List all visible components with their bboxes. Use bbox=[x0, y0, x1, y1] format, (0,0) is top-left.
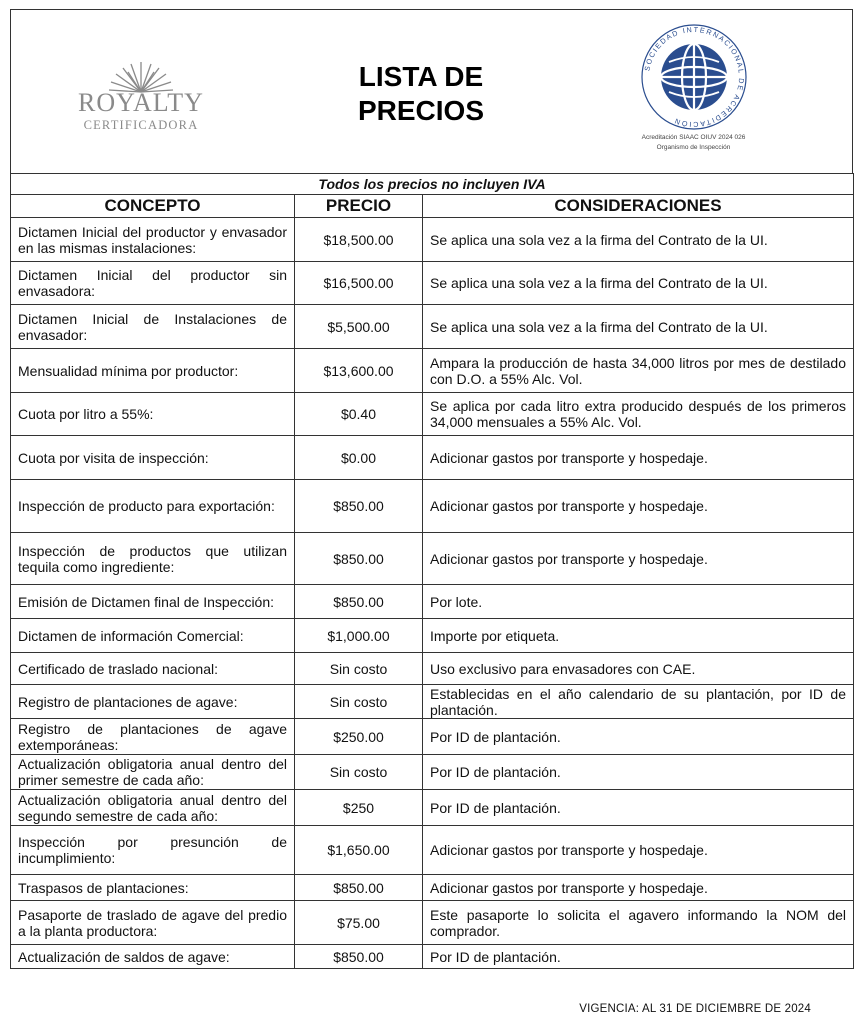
table-row bbox=[11, 436, 854, 480]
cell-concepto: Traspasos de plantaciones: bbox=[11, 875, 295, 901]
title-line-1: LISTA DE bbox=[358, 61, 484, 92]
cell-consideraciones: Ampara la producción de hasta 34,000 litros por mes de destilado con D.O. a 55% Alc. Vol. bbox=[423, 349, 854, 393]
table-row bbox=[11, 305, 854, 349]
cell-concepto: Registro de plantaciones de agave: bbox=[11, 685, 295, 719]
cell-concepto: Dictamen Inicial de Instalaciones de envasador: bbox=[11, 305, 295, 349]
table-row bbox=[11, 619, 854, 653]
cell-concepto: Registro de plantaciones de agave extemporáneas: bbox=[11, 719, 295, 755]
cell-concepto: Dictamen de información Comercial: bbox=[11, 619, 295, 653]
royalty-logo bbox=[71, 60, 211, 140]
cell-concepto: Dictamen Inicial del productor sin envasadora: bbox=[11, 262, 295, 305]
cell-precio: $0.00 bbox=[295, 436, 423, 480]
title-line-2: PRECIOS bbox=[357, 95, 485, 126]
page-title bbox=[311, 60, 531, 128]
cell-consideraciones: Se aplica una sola vez a la firma del Contrato de la UI. bbox=[423, 262, 854, 305]
table-row bbox=[11, 685, 854, 719]
cell-concepto: Mensualidad mínima por productor: bbox=[11, 349, 295, 393]
cell-consideraciones: Establecidas en el año calendario de su plantación, por ID de plantación. bbox=[423, 685, 854, 719]
cell-consideraciones: Por ID de plantación. bbox=[423, 719, 854, 755]
cell-concepto: Pasaporte de traslado de agave del predio a la planta productora: bbox=[11, 901, 295, 945]
iva-note-row bbox=[11, 174, 854, 195]
table-row bbox=[11, 653, 854, 685]
cell-consideraciones: Adicionar gastos por transporte y hospedaje. bbox=[423, 436, 854, 480]
table-row bbox=[11, 875, 854, 901]
cell-consideraciones: Por ID de plantación. bbox=[423, 755, 854, 790]
table-row bbox=[11, 262, 854, 305]
table-row bbox=[11, 585, 854, 619]
cell-consideraciones: Adicionar gastos por transporte y hospedaje. bbox=[423, 826, 854, 875]
cell-precio: $16,500.00 bbox=[295, 262, 423, 305]
table-row bbox=[11, 533, 854, 585]
table-row bbox=[11, 393, 854, 436]
table-row bbox=[11, 349, 854, 393]
header-consideraciones: CONSIDERACIONES bbox=[423, 195, 854, 218]
table-row bbox=[11, 945, 854, 969]
cell-concepto: Dictamen Inicial del productor y envasador en las mismas instalaciones: bbox=[11, 218, 295, 262]
table-row bbox=[11, 790, 854, 826]
cell-consideraciones: Por ID de plantación. bbox=[423, 790, 854, 826]
seal-caption bbox=[611, 133, 776, 153]
table-row bbox=[11, 901, 854, 945]
cell-precio: $1,650.00 bbox=[295, 826, 423, 875]
cell-consideraciones: Por lote. bbox=[423, 585, 854, 619]
table-row bbox=[11, 755, 854, 790]
table-row bbox=[11, 719, 854, 755]
cell-precio: $250 bbox=[295, 790, 423, 826]
cell-consideraciones: Se aplica por cada litro extra producido después de los primeros 34,000 mensuales a 55% Alc. Vol. bbox=[423, 393, 854, 436]
cell-consideraciones: Adicionar gastos por transporte y hospedaje. bbox=[423, 480, 854, 533]
cell-concepto: Cuota por visita de inspección: bbox=[11, 436, 295, 480]
table-header-row bbox=[11, 195, 854, 218]
cell-precio: Sin costo bbox=[295, 685, 423, 719]
cell-precio: $1,000.00 bbox=[295, 619, 423, 653]
cell-consideraciones: Se aplica una sola vez a la firma del Contrato de la UI. bbox=[423, 305, 854, 349]
validity-footer: VIGENCIA: AL 31 DE DICIEMBRE DE 2024 bbox=[579, 1003, 811, 1015]
cell-concepto: Actualización obligatoria anual dentro del segundo semestre de cada año: bbox=[11, 790, 295, 826]
cell-concepto: Inspección de productos que utilizan tequila como ingrediente: bbox=[11, 533, 295, 585]
logo-subtitle: CERTIFICADORA bbox=[83, 118, 199, 132]
cell-concepto: Actualización de saldos de agave: bbox=[11, 945, 295, 969]
seal-text: SOCIEDAD INTERNACIONAL DE ACREDITACIÓN bbox=[642, 24, 747, 130]
cell-precio: Sin costo bbox=[295, 755, 423, 790]
cell-precio: $250.00 bbox=[295, 719, 423, 755]
table-row bbox=[11, 218, 854, 262]
cell-consideraciones: Uso exclusivo para envasadores con CAE. bbox=[423, 653, 854, 685]
iva-note: Todos los precios no incluyen IVA bbox=[11, 174, 854, 195]
price-list-document bbox=[10, 9, 853, 969]
cell-concepto: Actualización obligatoria anual dentro del primer semestre de cada año: bbox=[11, 755, 295, 790]
cell-precio: $13,600.00 bbox=[295, 349, 423, 393]
cell-precio: $850.00 bbox=[295, 480, 423, 533]
seal-caption-line-2: Organismo de Inspección bbox=[656, 144, 731, 151]
cell-concepto: Inspección por presunción de incumplimiento: bbox=[11, 826, 295, 875]
seal-caption-line-1: Acreditación SIAAC OIUV 2024 026 bbox=[641, 134, 746, 141]
cell-precio: $75.00 bbox=[295, 901, 423, 945]
cell-concepto: Inspección de producto para exportación: bbox=[11, 480, 295, 533]
cell-concepto: Certificado de traslado nacional: bbox=[11, 653, 295, 685]
cell-precio: $5,500.00 bbox=[295, 305, 423, 349]
cell-consideraciones: Adicionar gastos por transporte y hospedaje. bbox=[423, 533, 854, 585]
cell-precio: $0.40 bbox=[295, 393, 423, 436]
cell-consideraciones: Este pasaporte lo solicita el agavero informando la NOM del comprador. bbox=[423, 901, 854, 945]
cell-precio: $850.00 bbox=[295, 875, 423, 901]
table-row bbox=[11, 826, 854, 875]
header-precio: PRECIO bbox=[295, 195, 423, 218]
cell-precio: Sin costo bbox=[295, 653, 423, 685]
price-table bbox=[10, 173, 854, 969]
cell-consideraciones: Se aplica una sola vez a la firma del Contrato de la UI. bbox=[423, 218, 854, 262]
cell-consideraciones: Adicionar gastos por transporte y hospedaje. bbox=[423, 875, 854, 901]
table-row bbox=[11, 480, 854, 533]
cell-consideraciones: Importe por etiqueta. bbox=[423, 619, 854, 653]
logo-name: ROYALTY bbox=[78, 88, 204, 117]
cell-precio: $850.00 bbox=[295, 945, 423, 969]
cell-consideraciones: Por ID de plantación. bbox=[423, 945, 854, 969]
accreditation-seal-icon bbox=[639, 22, 749, 132]
document-header bbox=[10, 9, 853, 173]
header-concepto: CONCEPTO bbox=[11, 195, 295, 218]
cell-precio: $18,500.00 bbox=[295, 218, 423, 262]
cell-precio: $850.00 bbox=[295, 533, 423, 585]
cell-precio: $850.00 bbox=[295, 585, 423, 619]
cell-concepto: Cuota por litro a 55%: bbox=[11, 393, 295, 436]
cell-concepto: Emisión de Dictamen final de Inspección: bbox=[11, 585, 295, 619]
